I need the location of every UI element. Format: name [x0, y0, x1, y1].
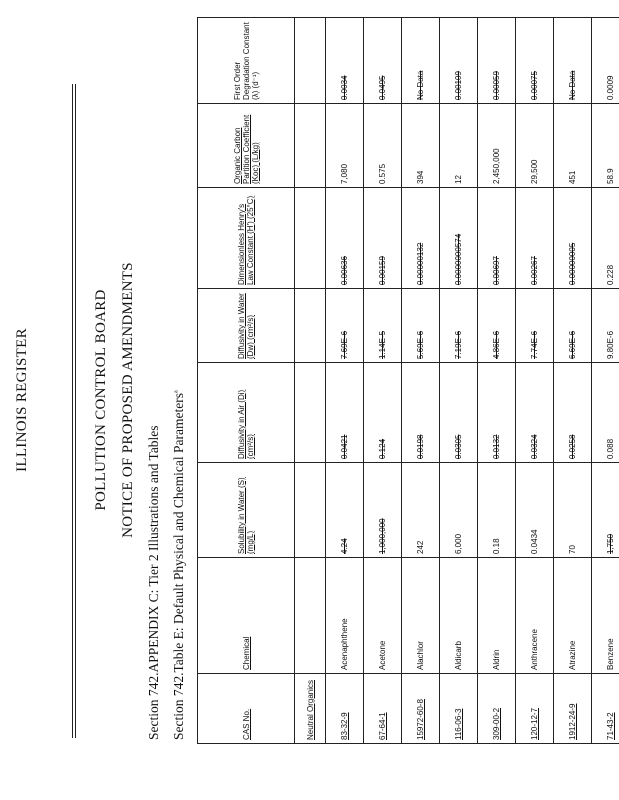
cell-cas: 120-12-7 — [516, 674, 554, 744]
cell-solubility: 1,750 — [592, 463, 619, 558]
cell-diff-air: 0.0305 — [440, 363, 478, 463]
header-decay: First Order Degradation Constant (λ) (d⁻¹) — [198, 18, 295, 104]
cell-koc: 58.9 — [592, 104, 619, 188]
cell-koc: 394 — [402, 104, 440, 188]
parameters-table — [197, 17, 619, 744]
cell-chemical: Acenaphthene — [326, 558, 364, 674]
cell-decay: No Data — [554, 18, 592, 104]
cell-henry: 0.00267 — [516, 188, 554, 289]
cell-solubility: 242 — [402, 463, 440, 558]
cell-koc: 0.575 — [364, 104, 402, 188]
cell-solubility: 1,000,000 — [364, 463, 402, 558]
cell-solubility: 70 — [554, 463, 592, 558]
header-cas: CAS No. — [198, 674, 295, 744]
cell-cas: 116-06-3 — [440, 674, 478, 744]
cell-diff-water: 7.74E-6 — [516, 289, 554, 363]
cell-solubility: 0.18 — [478, 463, 516, 558]
group-label: Neutral Organics — [295, 674, 326, 744]
table-row — [554, 18, 592, 744]
cell-chemical: Acetone — [364, 558, 402, 674]
cell-cas: 309-00-2 — [478, 674, 516, 744]
header-henry: Dimensionless Henry's Law Constant (H') (25°C) — [198, 188, 295, 289]
cell-chemical: Anthracene — [516, 558, 554, 674]
board-title: POLLUTION CONTROL BOARD — [93, 289, 109, 511]
cell-diff-water: 1.14E-5 — [364, 289, 402, 363]
cell-decay: 0.0495 — [364, 18, 402, 104]
cell-solubility: 4.24 — [326, 463, 364, 558]
cell-diff-air: 0.0132 — [478, 363, 516, 463]
cell-decay: No Data — [402, 18, 440, 104]
cell-decay: 0.00109 — [440, 18, 478, 104]
cell-henry: 0.228 — [592, 188, 619, 289]
table-header-row — [198, 18, 295, 744]
cell-diff-water: 7.69E-6 — [326, 289, 364, 363]
table-row — [364, 18, 402, 744]
cell-diff-water: 5.69E-6 — [402, 289, 440, 363]
cell-diff-air: 0.0421 — [326, 363, 364, 463]
cell-diff-air: 0.088 — [592, 363, 619, 463]
cell-diff-water: 7.19E-6 — [440, 289, 478, 363]
header-koc: Organic Carbon Partition Coefficient (Koc) (L/kg) — [198, 104, 295, 188]
cell-cas: 1912-24-9 — [554, 674, 592, 744]
cell-chemical: Alachlor — [402, 558, 440, 674]
header-rule-bottom — [75, 84, 76, 738]
table-row — [516, 18, 554, 744]
table-row — [326, 18, 364, 744]
header-diffusivity-air: Diffusivity in Air (Di) (cm²/s) — [198, 363, 295, 463]
cell-cas: 67-64-1 — [364, 674, 402, 744]
cell-solubility: 6,000 — [440, 463, 478, 558]
table-title: Section 742.Table E: Default Physical and Chemical Parameters$^a$ — [171, 390, 186, 740]
cell-cas: 71-43-2 — [592, 674, 619, 744]
table-row — [478, 18, 516, 744]
cell-diff-air: 0.0324 — [516, 363, 554, 463]
cell-cas: 83-32-9 — [326, 674, 364, 744]
cell-henry: 0.0000000574 — [440, 188, 478, 289]
cell-diff-air: 0.0198 — [402, 363, 440, 463]
cell-koc: 2,450,000 — [478, 104, 516, 188]
table-row — [402, 18, 440, 744]
cell-cas: 15972-60-8 — [402, 674, 440, 744]
cell-chemical: Atrazine — [554, 558, 592, 674]
header-solubility: Solubility in Water (S) (mg/L) — [198, 463, 295, 558]
cell-henry: 0.00636 — [326, 188, 364, 289]
appendix-title: Section 742.APPENDIX C: Tier 2 Illustrations and Tables — [146, 425, 161, 740]
cell-solubility: 0.0434 — [516, 463, 554, 558]
cell-chemical: Aldrin — [478, 558, 516, 674]
cell-decay: 0.00059 — [478, 18, 516, 104]
cell-chemical: Benzene — [592, 558, 619, 674]
cell-decay: 0.0034 — [326, 18, 364, 104]
table-row — [440, 18, 478, 744]
cell-henry: 0.00159 — [364, 188, 402, 289]
register-title: ILLINOIS REGISTER — [14, 328, 30, 472]
header-diffusivity-water: Diffusivity in Water (Dw) (cm²/s) — [198, 289, 295, 363]
cell-diff-air: 0.0258 — [554, 363, 592, 463]
cell-decay: 0.00075 — [516, 18, 554, 104]
cell-henry: 0.00000005 — [554, 188, 592, 289]
cell-koc: 7,080 — [326, 104, 364, 188]
group-row — [295, 18, 326, 744]
cell-henry: 0.00000132 — [402, 188, 440, 289]
table-title-footnote: a — [173, 390, 180, 394]
cell-koc: 29,500 — [516, 104, 554, 188]
cell-koc: 451 — [554, 104, 592, 188]
header-rule-top — [72, 84, 73, 738]
notice-title: NOTICE OF PROPOSED AMENDMENTS — [120, 262, 136, 538]
cell-diff-water: 9.80E-6 — [592, 289, 619, 363]
cell-chemical: Aldicarb — [440, 558, 478, 674]
cell-henry: 0.00697 — [478, 188, 516, 289]
cell-diff-water: 6.69E-6 — [554, 289, 592, 363]
table-row — [592, 18, 619, 744]
cell-diff-air: 0.124 — [364, 363, 402, 463]
cell-koc: 12 — [440, 104, 478, 188]
cell-decay: 0.0009 — [592, 18, 619, 104]
cell-diff-water: 4.86E-6 — [478, 289, 516, 363]
header-chemical: Chemical — [198, 558, 295, 674]
